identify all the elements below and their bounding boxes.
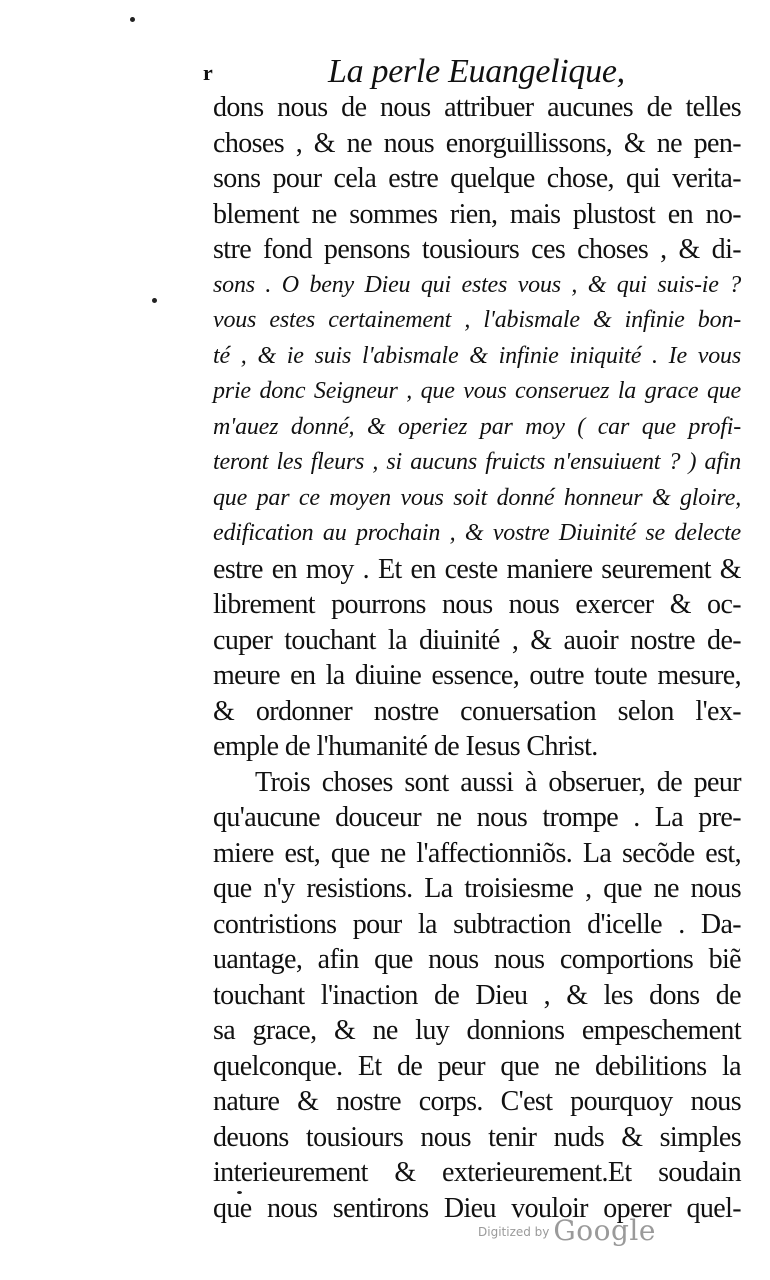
text-line: nature & nostre corps. C'est pourquoy nous [213,1086,741,1117]
text-line: sa grace, & ne luy donnions empeschement [213,1015,741,1046]
italic-text-line: sons . O beny Dieu qui estes vous , & qui suis-ie ? [213,271,741,298]
text-line: sons pour cela estre quelque chose, qui verita- [213,163,741,194]
italic-text-line: edification au prochain , & vostre Diuinité se delecte [213,520,741,546]
text-line: touchant l'inaction de Dieu , & les dons de [213,979,741,1011]
running-head: La perle Euangelique, [328,53,625,90]
text-line: & ordonner nostre conuersation selon l'ex- [213,695,741,727]
text-line: quelconque. Et de peur que ne debilitions la [213,1050,741,1082]
text-line: qu'aucune douceur ne nous trompe . La pre- [213,802,741,833]
text-line: estre en moy . Et en ceste maniere seurement & [213,553,741,585]
ink-speck [152,298,157,303]
text-line: interieurement & exterieurement.Et soudain [213,1157,741,1188]
ink-speck [130,17,135,22]
text-line: meure en la diuine essence, outre toute mesure, [213,660,741,691]
text-line: deuons tousiours nous tenir nuds & simples [213,1121,741,1153]
italic-text-line: m'auez donné, & operiez par moy ( car que profi- [213,413,741,440]
text-line: dons nous de nous attribuer aucunes de telles [213,92,741,123]
text-line: miere est, que ne l'affectionniõs. La secõde est, [213,837,741,869]
text-line: emple de l'humanité de Iesus Christ. [213,731,598,762]
google-logo: Google [553,1214,656,1247]
text-line: que nous sentirons Dieu vouloir operer quel- [213,1192,741,1224]
italic-text-line: que par ce moyen vous soit donné honneur & gloire, [213,484,741,511]
digitized-watermark [478,1214,656,1247]
paragraph-first-line: Trois choses sont aussi à obseruer, de peur [255,766,741,798]
text-line: uantage, afin que nous nous comportions biẽ [213,944,741,975]
italic-text-line: teront les fleurs , si aucuns fruicts n'ensuiuent ? ) afin [213,449,741,475]
body-text [213,90,741,1226]
page-mark: r [203,60,213,85]
text-line: blement ne sommes rien, mais plustost en no- [213,198,741,230]
text-line: que n'y resistions. La troisiesme , que ne nous [213,873,741,904]
text-line: contristions pour la subtraction d'icelle . Da- [213,908,741,940]
text-line: stre fond pensons tousiours ces choses , & di- [213,234,741,265]
text-line: choses , & ne nous enorguillissons, & ne pen- [213,127,741,159]
text-line: librement pourrons nous nous exercer & oc- [213,589,741,620]
text-line: cuper touchant la diuinité , & auoir nostre de- [213,624,741,656]
italic-text-line: prie donc Seigneur , que vous conseruez la grace que [213,378,741,404]
watermark-prefix: Digitized by [478,1225,550,1239]
italic-text-line: té , & ie suis l'abismale & infinie iniquité . Ie vous [213,342,741,369]
italic-text-line: vous estes certainement , l'abismale & infinie bon- [213,307,741,333]
